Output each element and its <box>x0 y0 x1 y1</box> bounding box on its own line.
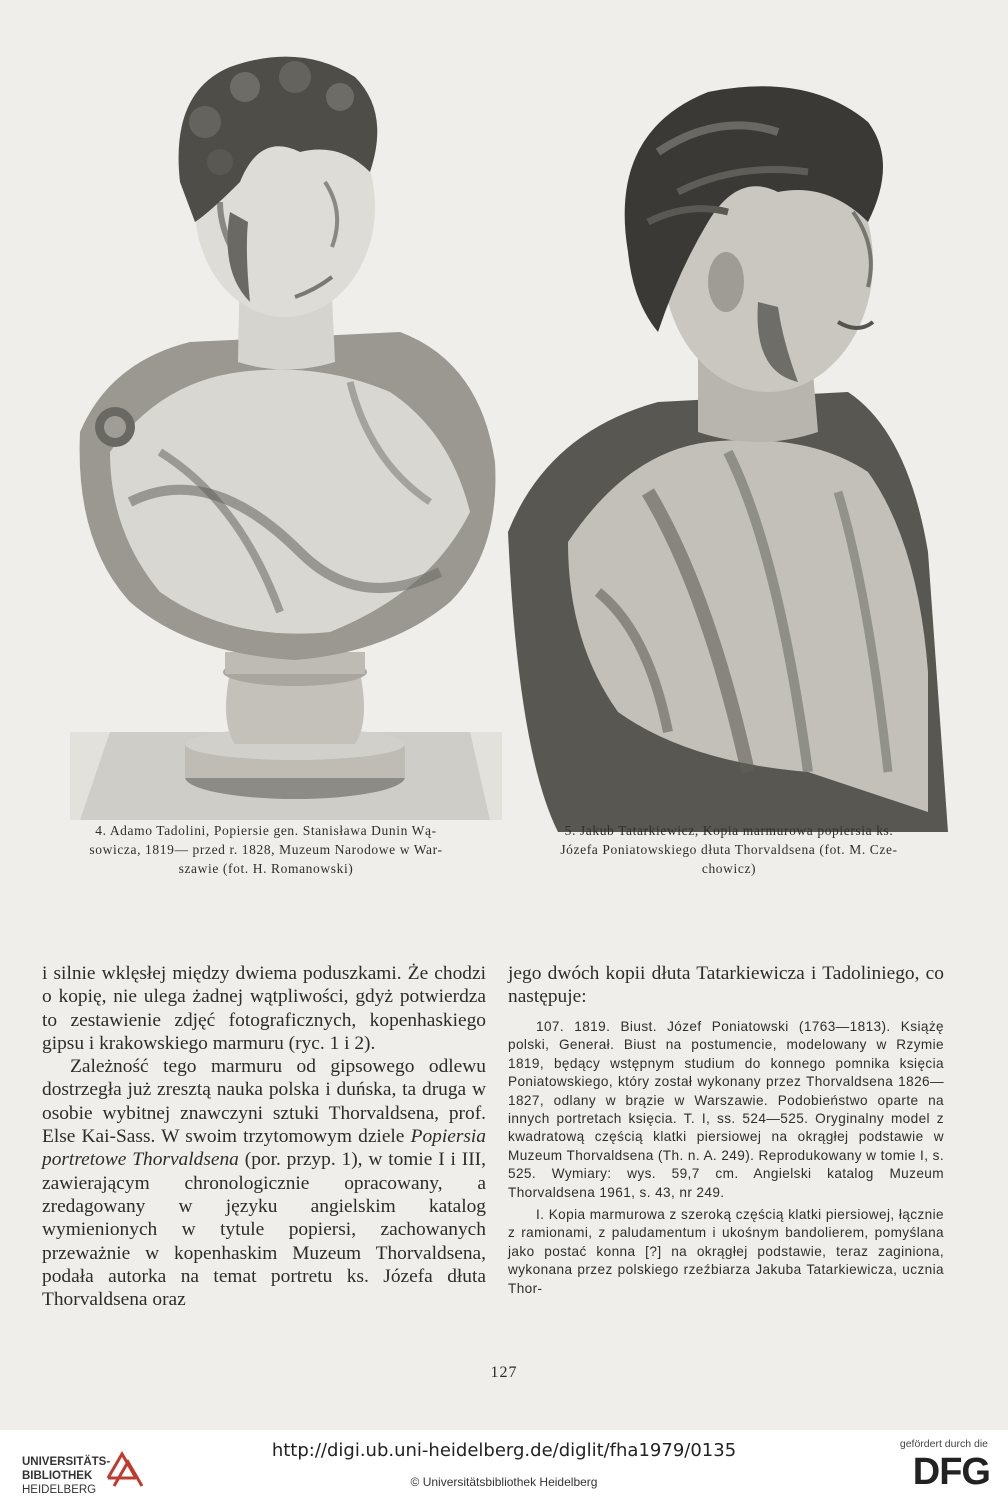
funding-label: gefördert durch die <box>899 1438 988 1450</box>
caption-line: 5. Jakub Tatarkiewicz, Kopia marmurowa popiersia ks. <box>564 823 894 838</box>
bust-poniatowski-copy-image <box>508 72 948 832</box>
caption-line: 4. Adamo Tadolini, Popiersie gen. Stanisława Dunin Wą- <box>95 823 437 838</box>
caption-line: szawie (fot. H. Romanowski) <box>178 861 354 876</box>
figure-4-caption <box>42 821 490 878</box>
permalink-url[interactable]: http://digi.ub.uni-heidelberg.de/diglit/fha1979/0135 <box>271 1440 737 1461</box>
body-text: (por. przyp. 1), w tomie I i III, zawierającym chronologicznie opracowany, a zredagowany w języku angielskim katalog wymienionych w tytule popiersi, zachowanych przeważnie w kopenhaskim Muzeum Thorvaldsena, podała autorka na temat portretu ks. Józefa dłuta Thorvaldsena oraz <box>42 1149 486 1311</box>
left-text-column <box>42 962 486 1311</box>
library-name-line: UNIVERSITÄTS- <box>22 1456 111 1468</box>
dfg-logo[interactable]: DFG <box>912 1451 990 1493</box>
page-number: 127 <box>490 1364 518 1381</box>
body-paragraph: jego dwóch kopii dłuta Tatarkiewicza i Tadoliniego, co następuje: <box>508 963 944 1007</box>
library-name-line: BIBLIOTHEK <box>22 1470 93 1482</box>
caption-line: Józefa Poniatowskiego dłuta Thorvaldsena (fot. M. Cze- <box>560 842 898 857</box>
figure-4-photo <box>70 32 502 820</box>
figure-5-photo <box>508 72 948 832</box>
book-title: Popiersia portretowe Thorvaldsena <box>42 1126 486 1171</box>
catalog-entry: 107. 1819. Biust. Józef Poniatowski (1763—1813). Książę polski, Generał. Biust na postumencie, modelowany w Rzymie 1819, będący wstępnym studium do konnego pomnika księcia Poniatowskiego, który został wykonany przez Thorvaldsena 1826—1827, odlany w brązie w Warszawie. Podobieństwo oparte na innych portretach księcia. T. I, ss. 524—525. Oryginalny model z kwadratową częścią klatki piersiowej na okrągłej podstawie w Muzeum Thorvaldsena (Th. n. A. 249). Reprodukowany w tomie I, s. 525. Wymiary: wys. 59,7 cm. Angielski katalog Muzeum Thorvaldsena 1961, s. 43, nr 249. <box>508 1019 944 1200</box>
body-text: Zależność tego marmuru od gipsowego odlewu dostrzegła już zresztą nauka polska i duńska, ta druga w osobie wybitnej znawczyni sztuki Thorvaldsena, prof. Else Kai-Sass. W swoim trzytomowym dziele <box>42 1056 486 1148</box>
caption-line: sowicza, 1819— przed r. 1828, Muzeum Narodowe w War- <box>89 842 443 857</box>
copyright-notice: © Universitätsbibliothek Heidelberg <box>410 1475 598 1489</box>
body-paragraph: i silnie wklęsłej między dwiema poduszkami. Że chodzi o kopię, nie ulega żadnej wątpliwości, gdyż potwierdza to zestawienie zdjęć fotograficznych, kopenhaskiego gipsu i krakowskiego marmuru (ryc. 1 i 2). <box>42 963 486 1054</box>
viewer-footer <box>0 1430 1008 1500</box>
right-text-column <box>508 962 944 1298</box>
caption-line: chowicz) <box>701 861 757 876</box>
library-name-line: HEIDELBERG <box>22 1484 97 1496</box>
catalog-entry: I. Kopia marmurowa z szeroką częścią klatki piersiowej, łącznie z ramionami, z paludamentum i ukośnym bandolierem, pomyślana jako postać konna [?] na okrągłej podstawie, teraz zaginiona, wykonana przez polskiego rzeźbiarza Jakuba Tatarkiewicza, ucznia Thor- <box>508 1207 944 1296</box>
body-paragraph <box>42 1055 486 1311</box>
bust-dunin-wasowicz-image <box>70 32 502 820</box>
figure-5-caption <box>508 821 950 878</box>
